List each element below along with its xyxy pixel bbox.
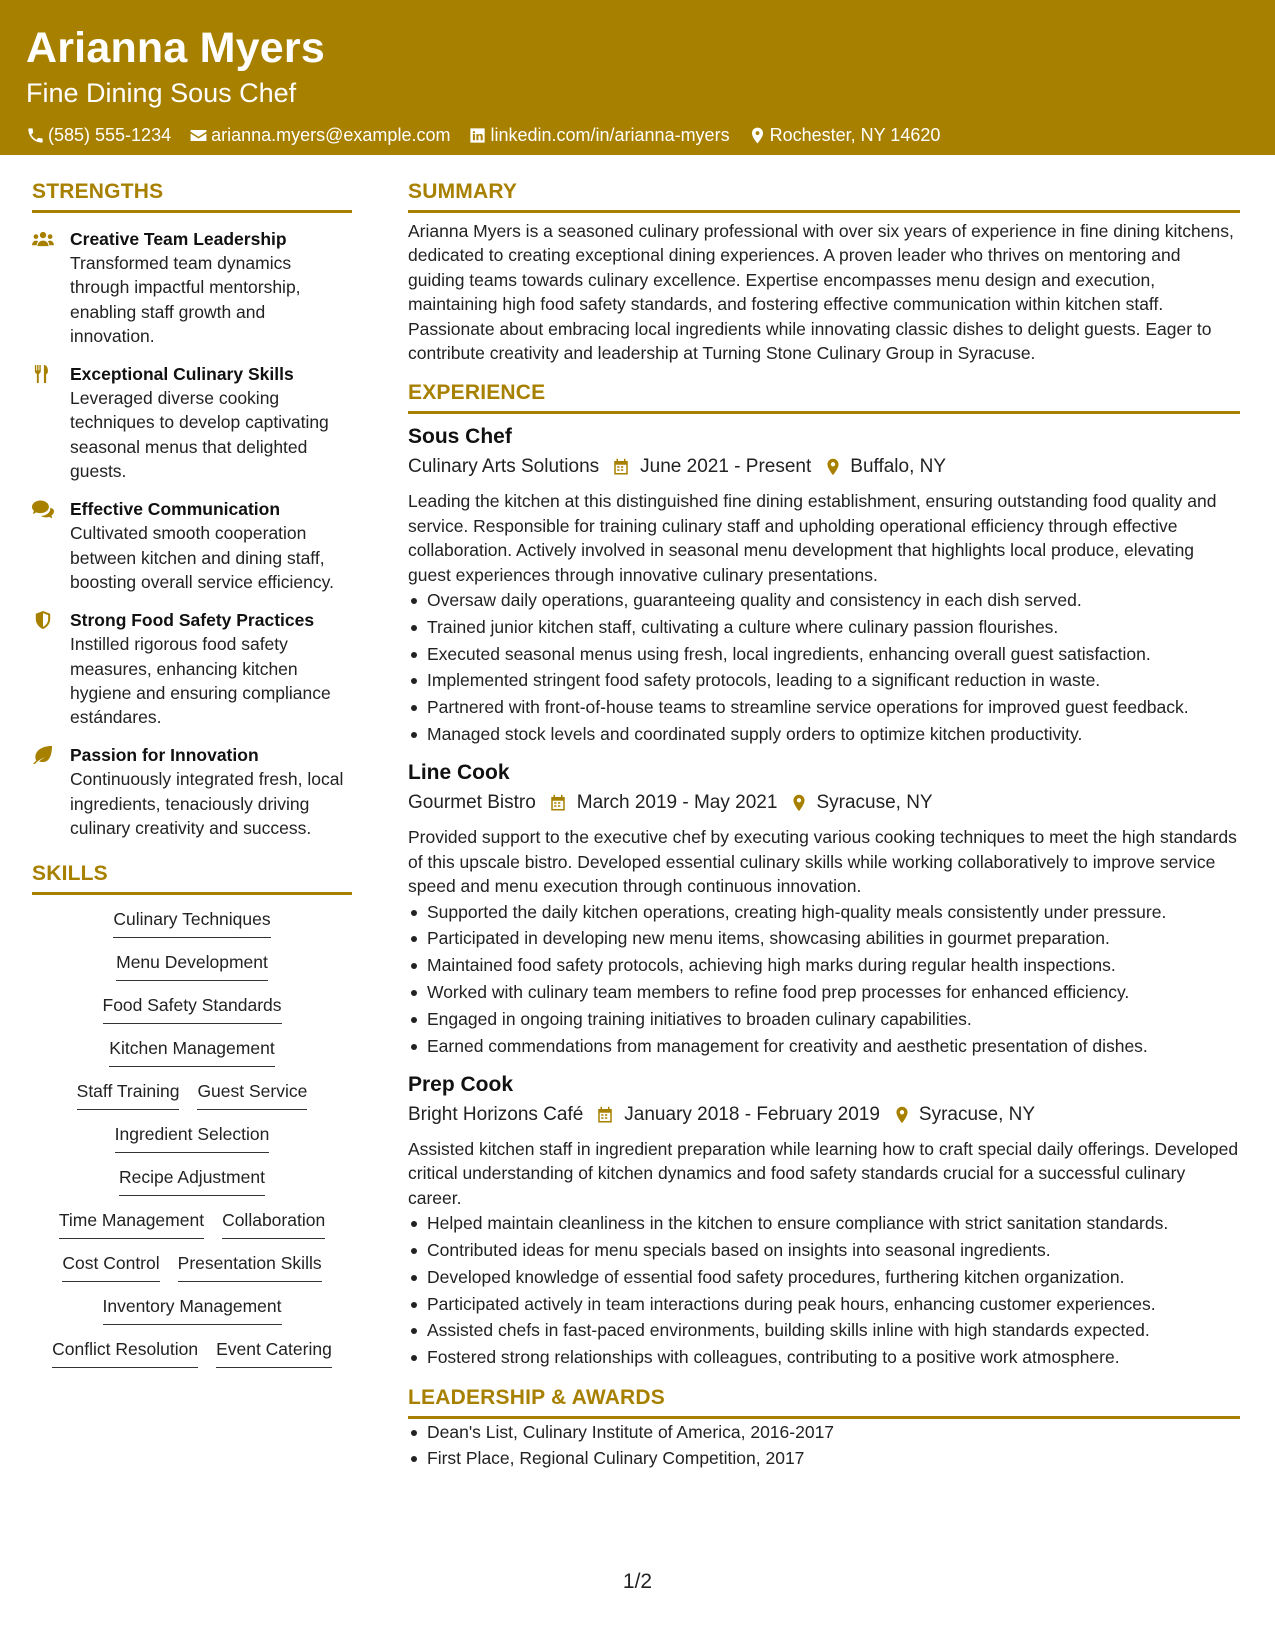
strength-item <box>32 608 352 729</box>
strength-desc: Cultivated smooth cooperation between kitchen and dining staff, boosting overall service efficiency. <box>70 523 334 592</box>
job-bullets <box>408 1211 1240 1369</box>
job-entry <box>408 1070 1240 1370</box>
job-bullet: Partnered with front-of-house teams to streamline service operations for improved guest feedback. <box>408 695 1240 719</box>
leaf-icon <box>32 746 54 764</box>
skill-tag: Cost Control <box>62 1251 159 1282</box>
job-entry <box>408 758 1240 1058</box>
left-column <box>32 178 352 1374</box>
job-entry <box>408 422 1240 746</box>
strength-desc: Transformed team dynamics through impactful mentorship, enabling staff growth and innovation. <box>70 253 301 346</box>
skill-row <box>94 1294 291 1331</box>
skill-row <box>50 1208 334 1245</box>
job-dates: January 2018 - February 2019 <box>624 1104 880 1126</box>
job-bullet: Contributed ideas for menu specials based on insights into seasonal ingredients. <box>408 1238 1240 1262</box>
map-pin-icon <box>748 126 767 145</box>
job-meta <box>408 789 1240 817</box>
skill-row <box>107 950 277 987</box>
job-bullet: Helped maintain cleanliness in the kitchen to ensure compliance with strict sanitation standards. <box>408 1211 1240 1235</box>
map-pin-icon <box>790 794 808 812</box>
skills-heading: SKILLS <box>32 860 352 895</box>
job-location: Syracuse, NY <box>816 792 933 814</box>
strength-item <box>32 497 352 594</box>
job-location: Buffalo, NY <box>850 456 947 478</box>
strength-desc: Leveraged diverse cooking techniques to develop captivating seasonal menus that delighted guests. <box>70 388 329 482</box>
strength-title: Exceptional Culinary Skills <box>70 364 294 385</box>
job-bullet: Participated actively in team interactions during peak hours, enhancing customer experiences. <box>408 1292 1240 1316</box>
skill-tag: Ingredient Selection <box>115 1122 270 1153</box>
job-bullet: Managed stock levels and coordinated supply orders to optimize kitchen productivity. <box>408 722 1240 746</box>
job-meta <box>408 1101 1240 1129</box>
experience-section <box>408 379 1240 1369</box>
job-bullet: Assisted chefs in fast-paced environments, building skills inline with high standards expected. <box>408 1318 1240 1342</box>
strength-item <box>32 743 352 840</box>
skills-section <box>32 860 352 1374</box>
contact-linkedin[interactable] <box>468 124 729 146</box>
skill-row <box>53 1251 330 1288</box>
awards-heading: LEADERSHIP & AWARDS <box>408 1384 1240 1419</box>
skill-row <box>110 1165 274 1202</box>
experience-heading: EXPERIENCE <box>408 379 1240 414</box>
job-company: Bright Horizons Café <box>408 1104 584 1126</box>
awards-section <box>408 1384 1240 1471</box>
job-location: Syracuse, NY <box>918 1104 1036 1126</box>
map-pin-icon <box>824 458 842 476</box>
job-title: Line Cook <box>408 761 510 785</box>
job-bullets <box>408 588 1240 746</box>
job-description: Leading the kitchen at this distinguished fine dining establishment, ensuring outstanding food quality and service. Responsible for training culinary staff and upholding operational efficiency through effective collaboration. Actively involved in seasonal menu development that highlights local produce, elevating guest experiences through innovative culinary presentations. <box>408 491 1217 585</box>
job-meta <box>408 453 1240 481</box>
job-company: Gourmet Bistro <box>408 792 536 814</box>
job-dates: June 2021 - Present <box>640 456 812 478</box>
job-description: Provided support to the executive chef by executing various cooking techniques to meet the high standards of this upscale bistro. Developed essential culinary skills while working collaboratively to improve service speed and menu execution through continuous innovation. <box>408 827 1237 897</box>
awards-list <box>408 1420 1240 1471</box>
strength-item <box>32 227 352 348</box>
summary-section <box>408 178 1240 365</box>
skill-tag: Menu Development <box>116 950 268 981</box>
job-bullets <box>408 900 1240 1058</box>
strength-title: Creative Team Leadership <box>70 229 287 249</box>
job-bullet: Trained junior kitchen staff, cultivating a culture where culinary passion flourishes. <box>408 615 1240 639</box>
skill-row <box>104 907 279 944</box>
strength-desc: Continuously integrated fresh, local ingredients, tenaciously driving culinary creativity and success. <box>70 769 344 839</box>
job-bullet: Worked with culinary team members to refine food prep processes for enhanced efficiency. <box>408 980 1240 1004</box>
job-company: Culinary Arts Solutions <box>408 456 600 478</box>
candidate-title: Fine Dining Sous Chef <box>26 78 297 108</box>
job-list <box>408 422 1240 1369</box>
resume-header <box>0 0 1275 155</box>
strength-title: Passion for Innovation <box>70 745 259 766</box>
skill-tag: Collaboration <box>222 1208 325 1239</box>
calendar-icon <box>612 458 630 476</box>
strengths-heading: STRENGTHS <box>32 178 352 213</box>
award-item: First Place, Regional Culinary Competition, 2017 <box>408 1446 1240 1470</box>
contact-phone[interactable] <box>26 124 171 146</box>
job-title: Sous Chef <box>408 425 512 449</box>
strength-item <box>32 362 352 483</box>
skill-tag: Staff Training <box>77 1079 180 1110</box>
contact-bar <box>26 124 1249 146</box>
award-item: Dean's List, Culinary Institute of America, 2016-2017 <box>408 1420 1240 1444</box>
users-icon <box>32 230 54 248</box>
job-bullet: Developed knowledge of essential food safety procedures, furthering kitchen organization. <box>408 1265 1240 1289</box>
right-column <box>408 178 1240 1473</box>
job-bullet: Executed seasonal menus using fresh, local ingredients, enhancing overall guest satisfaction. <box>408 642 1240 666</box>
email-text: arianna.myers@example.com <box>211 125 451 145</box>
candidate-name: Arianna Myers <box>26 24 325 72</box>
page-number: 1/2 <box>622 1570 653 1593</box>
skill-tag: Kitchen Management <box>109 1036 274 1067</box>
comments-icon <box>32 500 54 518</box>
job-dates: March 2019 - May 2021 <box>576 792 778 814</box>
skill-row <box>43 1337 341 1374</box>
strengths-section <box>32 178 352 840</box>
calendar-icon <box>549 794 567 812</box>
contact-email[interactable] <box>189 124 450 146</box>
strength-title: Strong Food Safety Practices <box>70 610 315 631</box>
calendar-icon <box>596 1106 614 1124</box>
shield-icon <box>32 611 54 629</box>
skill-tag: Event Catering <box>216 1337 332 1368</box>
job-bullet: Fostered strong relationships with colleagues, contributing to a positive work atmosphere. <box>408 1345 1240 1369</box>
skill-tag: Inventory Management <box>103 1294 282 1325</box>
summary-text: Arianna Myers is a seasoned culinary professional with over six years of experience in fine dining kitchens, dedicated to creating exceptional dining experiences. A proven leader who thrives on mentoring and guiding teams towards culinary excellence. Expertise encompasses menu design and execution, maintaining high food safety standards, and fostering effective communication within kitchen staff. Passionate about embracing local ingredients while innovating classic dishes to delight guests. Eager to contribute creativity and leadership at Turning Stone Culinary Group in Syracuse. <box>408 221 1234 364</box>
skills-list <box>32 905 352 1374</box>
job-bullet: Engaged in ongoing training initiatives to broaden culinary capabilities. <box>408 1007 1240 1031</box>
location-text: Rochester, NY 14620 <box>769 125 941 145</box>
skill-tag: Recipe Adjustment <box>119 1165 265 1196</box>
skill-row <box>94 993 291 1030</box>
phone-icon <box>26 126 45 145</box>
skill-row <box>106 1122 279 1159</box>
phone-text: (585) 555-1234 <box>48 125 172 145</box>
strength-desc: Instilled rigorous food safety measures, enhancing kitchen hygiene and ensuring compliance estándares. <box>70 634 331 728</box>
linkedin-icon <box>468 126 487 145</box>
skill-tag: Culinary Techniques <box>113 907 270 938</box>
utensils-icon <box>32 365 54 383</box>
job-bullet: Supported the daily kitchen operations, creating high-quality meals consistently under pressure. <box>408 900 1240 924</box>
envelope-icon <box>189 126 208 145</box>
skill-tag: Time Management <box>59 1208 204 1239</box>
map-pin-icon <box>893 1106 911 1124</box>
job-bullet: Participated in developing new menu items, showcasing abilities in gourmet preparation. <box>408 926 1240 950</box>
job-description: Assisted kitchen staff in ingredient preparation while learning how to craft special daily offerings. Developed critical understanding of kitchen dynamics and food safety standards crucial for a successful culinary career. <box>408 1139 1239 1208</box>
skill-row <box>68 1079 317 1116</box>
job-bullet: Earned commendations from management for creativity and aesthetic presentation of dishes. <box>408 1034 1240 1058</box>
contact-location <box>748 124 941 146</box>
skill-tag: Conflict Resolution <box>52 1337 198 1368</box>
job-title: Prep Cook <box>408 1073 514 1097</box>
skill-tag: Guest Service <box>197 1079 307 1110</box>
job-bullet: Maintained food safety protocols, achieving high marks during regular health inspections. <box>408 953 1240 977</box>
strength-title: Effective Communication <box>70 499 281 520</box>
linkedin-text: linkedin.com/in/arianna-myers <box>490 125 730 145</box>
job-bullet: Implemented stringent food safety protocols, leading to a significant reduction in waste. <box>408 668 1240 692</box>
skill-tag: Presentation Skills <box>178 1251 322 1282</box>
skill-row <box>100 1036 283 1073</box>
job-bullet: Oversaw daily operations, guaranteeing quality and consistency in each dish served. <box>408 588 1240 612</box>
summary-heading: SUMMARY <box>408 178 1240 213</box>
skill-tag: Food Safety Standards <box>103 993 282 1024</box>
